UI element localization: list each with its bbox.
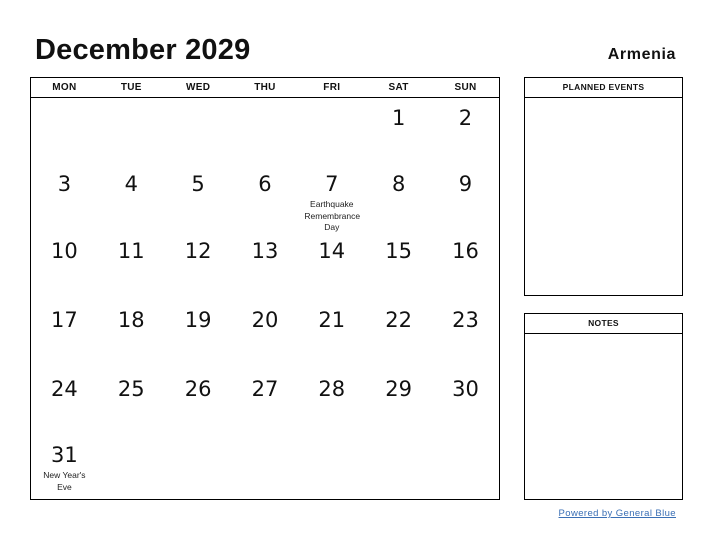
day-number: 1 bbox=[391, 106, 406, 130]
dow-wed: WED bbox=[185, 82, 211, 93]
calendar-day-cell bbox=[165, 369, 232, 437]
day-number: 9 bbox=[458, 172, 473, 196]
day-number bbox=[165, 435, 232, 443]
calendar-day-cell bbox=[165, 300, 232, 368]
country-label: Armenia bbox=[607, 46, 676, 63]
day-number: 27 bbox=[251, 377, 279, 401]
calendar-week bbox=[31, 435, 499, 503]
day-number: 23 bbox=[452, 308, 479, 332]
holiday-label: New Year's Eve bbox=[43, 470, 86, 492]
day-number: 2 bbox=[458, 106, 473, 130]
calendar-day-cell bbox=[232, 300, 299, 368]
dow-sun: SUN bbox=[454, 82, 477, 93]
day-number: 26 bbox=[184, 377, 212, 401]
dow-fri: FRI bbox=[323, 82, 341, 93]
calendar-day-cell bbox=[232, 369, 299, 437]
calendar-day-cell bbox=[298, 98, 365, 166]
day-number: 17 bbox=[51, 308, 78, 332]
calendar-day-cell bbox=[232, 231, 299, 299]
day-number: 6 bbox=[258, 172, 272, 196]
day-number bbox=[232, 435, 299, 443]
day-number: 4 bbox=[124, 172, 138, 196]
day-number: 11 bbox=[117, 239, 145, 263]
day-number: 12 bbox=[184, 239, 212, 263]
day-number: 29 bbox=[385, 377, 412, 401]
powered-by-link[interactable]: Powered by General Blue bbox=[558, 508, 676, 519]
day-number bbox=[98, 435, 165, 443]
calendar-day-cell bbox=[365, 164, 432, 232]
calendar-day-cell bbox=[432, 435, 499, 503]
calendar-day-cell bbox=[432, 231, 499, 299]
calendar-week bbox=[31, 98, 499, 166]
day-number bbox=[365, 435, 432, 443]
day-number: 8 bbox=[391, 172, 406, 196]
day-number: 20 bbox=[251, 308, 279, 332]
day-number: 21 bbox=[318, 308, 346, 332]
calendar-day-cell bbox=[232, 435, 299, 503]
day-number bbox=[232, 98, 299, 106]
day-number: 5 bbox=[191, 172, 205, 196]
day-number bbox=[298, 98, 365, 106]
day-number: 10 bbox=[51, 239, 78, 263]
calendar-day-cell bbox=[432, 164, 499, 232]
day-number: 24 bbox=[51, 377, 78, 401]
calendar-day-cell bbox=[432, 98, 499, 166]
day-number bbox=[31, 98, 98, 106]
day-number: 18 bbox=[117, 308, 145, 332]
day-number: 15 bbox=[385, 239, 412, 263]
dow-sat: SAT bbox=[388, 82, 409, 93]
dow-tue: TUE bbox=[120, 82, 142, 93]
calendar-day-cell bbox=[432, 300, 499, 368]
day-number: 7 bbox=[325, 172, 339, 196]
calendar-day-cell bbox=[365, 231, 432, 299]
page-title: December 2029 bbox=[35, 34, 251, 66]
calendar-day-cell bbox=[165, 231, 232, 299]
day-number bbox=[298, 435, 365, 443]
calendar-day-cell bbox=[365, 98, 432, 166]
planned-events-heading: PLANNED EVENTS bbox=[525, 78, 682, 98]
calendar-day-cell bbox=[298, 369, 365, 437]
dow-thu: THU bbox=[254, 82, 276, 93]
day-number: 19 bbox=[184, 308, 212, 332]
calendar-day-cell bbox=[298, 231, 365, 299]
calendar-week bbox=[31, 231, 499, 299]
calendar-day-cell bbox=[98, 164, 165, 232]
calendar-day-cell bbox=[298, 164, 365, 232]
calendar-day-cell bbox=[232, 98, 299, 166]
notes-panel bbox=[524, 313, 683, 500]
calendar-day-cell bbox=[98, 369, 165, 437]
day-number: 30 bbox=[452, 377, 479, 401]
calendar-day-cell bbox=[365, 435, 432, 503]
day-number: 22 bbox=[385, 308, 412, 332]
calendar-day-cell bbox=[31, 435, 98, 503]
day-number: 14 bbox=[318, 239, 346, 263]
calendar-day-cell bbox=[165, 435, 232, 503]
calendar-week bbox=[31, 369, 499, 437]
holiday-label: Earthquake Remembrance Day bbox=[304, 199, 361, 232]
calendar-day-cell bbox=[365, 369, 432, 437]
calendar-week bbox=[31, 300, 499, 368]
calendar-day-cell bbox=[432, 369, 499, 437]
notes-heading: NOTES bbox=[525, 314, 682, 334]
calendar-day-cell bbox=[98, 300, 165, 368]
calendar-day-cell bbox=[98, 435, 165, 503]
day-number bbox=[165, 98, 232, 106]
calendar-day-cell bbox=[31, 164, 98, 232]
day-number: 13 bbox=[251, 239, 279, 263]
calendar-day-cell bbox=[31, 98, 98, 166]
calendar-day-cell bbox=[31, 231, 98, 299]
day-number bbox=[432, 435, 499, 443]
planned-events-panel bbox=[524, 77, 683, 296]
calendar-grid bbox=[30, 77, 500, 500]
calendar-day-cell bbox=[165, 164, 232, 232]
day-number bbox=[98, 98, 165, 106]
day-number: 28 bbox=[318, 377, 346, 401]
day-number: 31 bbox=[51, 443, 78, 467]
day-number: 3 bbox=[57, 172, 72, 196]
calendar-day-cell bbox=[298, 435, 365, 503]
calendar-day-cell bbox=[365, 300, 432, 368]
calendar-day-cell bbox=[98, 98, 165, 166]
calendar-day-cell bbox=[165, 98, 232, 166]
calendar-day-cell bbox=[232, 164, 299, 232]
day-of-week-header bbox=[31, 78, 499, 98]
calendar-day-cell bbox=[31, 369, 98, 437]
calendar-day-cell bbox=[98, 231, 165, 299]
calendar-week bbox=[31, 164, 499, 232]
day-number: 16 bbox=[452, 239, 479, 263]
day-number: 25 bbox=[117, 377, 145, 401]
calendar-day-cell bbox=[31, 300, 98, 368]
dow-mon: MON bbox=[52, 82, 77, 93]
calendar-day-cell bbox=[298, 300, 365, 368]
